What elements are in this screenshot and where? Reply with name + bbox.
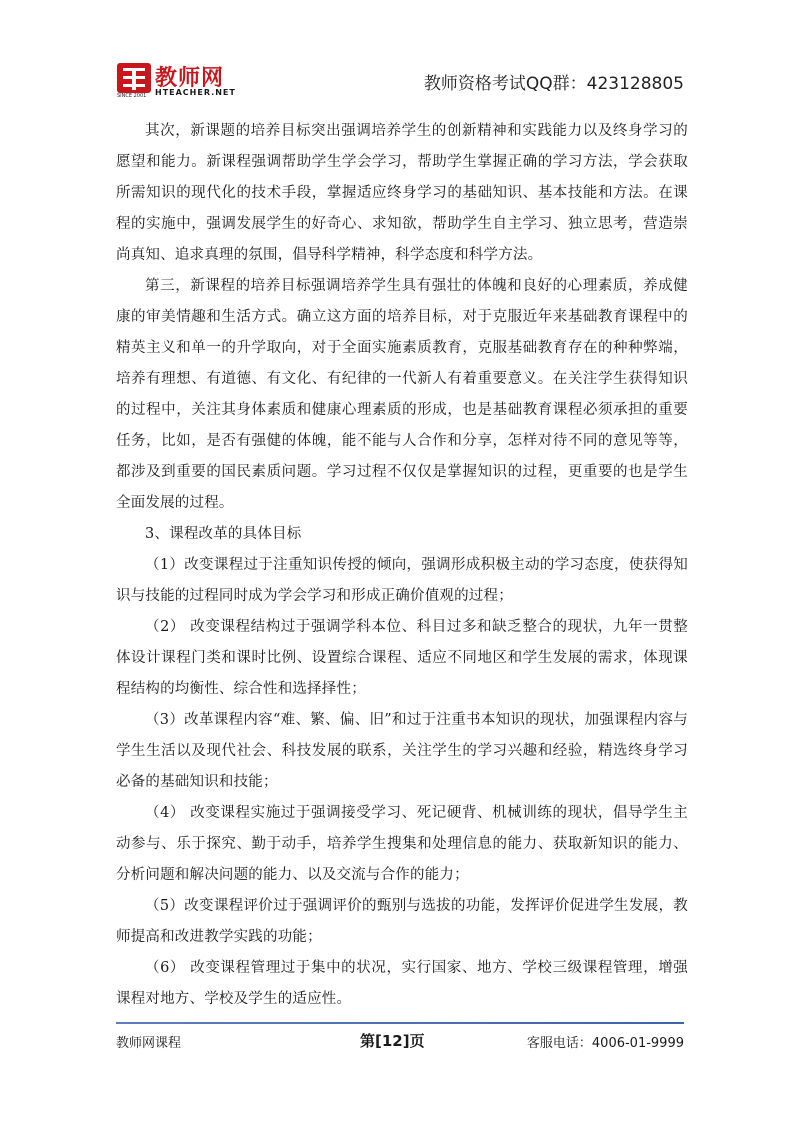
goal-item-6: （6） 改变课程管理过于集中的状况，实行国家、地方、学校三级课程管理，增强课程对地方、学校及学生的适应性。 bbox=[116, 960, 688, 1007]
goal-item-2: （2） 改变课程结构过于强调学科本位、科目过多和缺乏整合的现状，九年一贯整体设计课程门类和课时比例、设置综合课程、适应不同地区和学生发展的需求，体现课程结构的均衡性、综合性和选择择性； bbox=[116, 619, 688, 697]
goal-item-3: （3）改革课程内容“难、繁、偏、旧”和过于注重书本知识的现状，加强课程内容与学生生活以及现代社会、科技发展的联系，关注学生的学习兴趣和经验，精选终身学习必备的基础知识和技能； bbox=[116, 712, 688, 790]
logo-subtitle: HTEACHER.NET bbox=[155, 88, 236, 97]
logo-name: 教师网 bbox=[155, 66, 225, 91]
goal-item-4: （4） 改变课程实施过于强调接受学习、死记硬背、机械训练的现状，倡导学生主动参与、乐于探究、勤于动手，培养学生搜集和处理信息的能力、获取新知识的能力、分析问题和解决问题的能力、以及交流与合作的能力； bbox=[116, 805, 688, 883]
footer-divider bbox=[116, 1022, 684, 1024]
hteacher-logo bbox=[117, 63, 257, 103]
goal-item-5: （5）改变课程评价过于强调评价的甄别与选拔的功能，发挥评价促进学生发展，教师提高和改进教学实践的功能； bbox=[116, 898, 688, 945]
section-heading-specific-goals: 3、课程改革的具体目标 bbox=[145, 526, 302, 542]
footer-service-phone: 客服电话：4006-01-9999 bbox=[526, 1036, 684, 1051]
page-footer bbox=[116, 1030, 684, 1054]
page-header bbox=[0, 0, 800, 110]
logo-since: SINCE 2001 bbox=[117, 93, 147, 99]
footer-course-name: 教师网课程 bbox=[116, 1036, 182, 1051]
qq-group-text: 教师资格考试QQ群：423128805 bbox=[423, 74, 684, 94]
paragraph-thirdly: 第三，新课程的培养目标强调培养学生具有强壮的体魄和良好的心理素质，养成健康的审美情趣和生活方式。确立这方面的培养目标，对于克服近年来基础教育课程中的精英主义和单一的升学取向，对于全面实施素质教育，克服基础教育存在的种种弊端，培养有理想、有道德、有文化、有纪律的一代新人有着重要意义。在关注学生获得知识的过程中，关注其身体素质和健康心理素质的形成，也是基础教育课程必须承担的重要任务，比如，是否有强健的体魄，能不能与人合作和分享，怎样对待不同的意见等等，都涉及到重要的国民素质问题。学习过程不仅仅是掌握知识的过程，更重要的也是学生全面发展的过程。 bbox=[116, 278, 688, 511]
paragraph-secondly: 其次，新课题的培养目标突出强调培养学生的创新精神和实践能力以及终身学习的愿望和能力。新课程强调帮助学生学会学习，帮助学生掌握正确的学习方法，学会获取所需知识的现代化的技术手段，掌握适应终身学习的基础知识、基本技能和方法。在课程的实施中，强调发展学生的好奇心、求知欲，帮助学生自主学习、独立思考，营造崇尚真知、追求真理的氛围，倡导科学精神，科学态度和科学方法。 bbox=[116, 123, 688, 263]
page-number: 第[12]页 bbox=[360, 1032, 425, 1050]
goal-item-1: （1）改变课程过于注重知识传授的倾向，强调形成积极主动的学习态度，使获得知识与技能的过程同时成为学会学习和形成正确价值观的过程； bbox=[116, 557, 688, 604]
page-body bbox=[116, 116, 688, 1015]
